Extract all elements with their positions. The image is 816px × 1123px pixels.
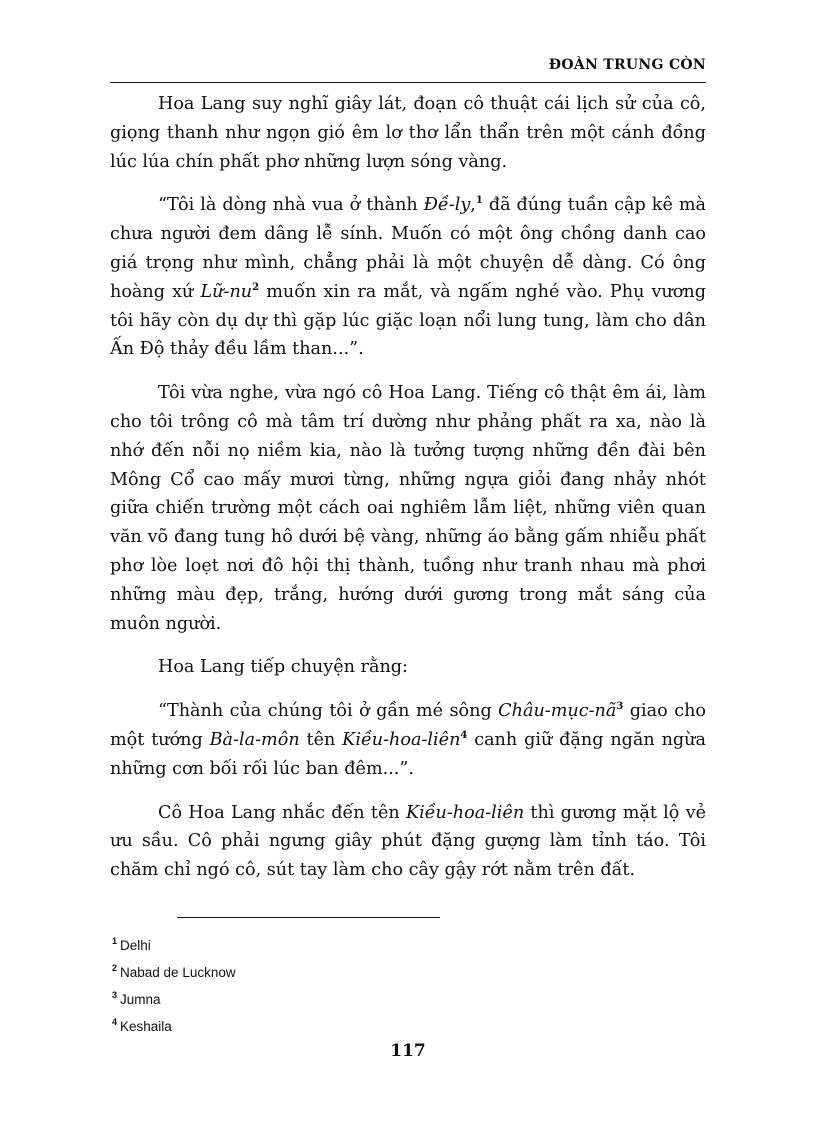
- paragraph: [110, 191, 706, 364]
- italic-term: Kiều-hoa-liên: [405, 802, 525, 823]
- italic-term: Đề-ly: [423, 195, 471, 216]
- text-run: thì gương mặt lộ vẻ ưu sầu. Cô phải ngưng giây phút đặng gượng làm tỉnh táo. Tôi chăm chỉ ngó cô, sút tay làm cho cây gậy rớt nằm trên đất.: [110, 802, 706, 881]
- text-run: giao cho một tướng: [110, 701, 706, 750]
- footnote-text: Delhi: [120, 938, 151, 953]
- footnote: [112, 1013, 712, 1040]
- text-run: Hoa Lang suy nghĩ giây lát, đoạn cô thuật cái lịch sử của cô, giọng thanh như ngọn gió êm lơ thơ lẩn thẩn trên một cánh đồng lúc lúa chín phất phơ những lượn sóng vàng.: [110, 94, 706, 172]
- footnote-ref: 2: [252, 281, 260, 293]
- text-run: Tôi vừa nghe, vừa ngó cô Hoa Lang. Tiếng cô thật êm ái, làm cho tôi trông cô mà tâm trí dường như phảng phất ra xa, nào là nhớ đến nỗi nọ niềm kia, nào là tưởng tượng những đền đài bên Mông Cổ cao mấy mươi từng, những ngựa giỏi đang nhảy nhót giữa chiến trường một cách oai nghiêm lẫm liệt, những viên quan văn võ đang tung hô dưới bệ vàng, những áo bằng gấm nhiễu phất phơ lòe loẹt nơi đô hội thị thành, tuồng như tranh nhau mà phơi những màu đẹp, trắng, hướng dưới gương trong mắt sáng của muôn người.: [110, 383, 706, 634]
- text-run: canh giữ đặng ngăn ngừa những cơn bối rối lúc ban đêm...”.: [110, 729, 706, 779]
- footnote: [112, 986, 712, 1013]
- paragraph: [110, 697, 706, 783]
- footnote-text: Nabad de Lucknow: [120, 965, 236, 980]
- italic-term: Bà-la-môn: [209, 729, 300, 750]
- paragraph: [110, 90, 706, 176]
- footnote: [112, 959, 712, 986]
- paragraph: [110, 653, 706, 682]
- text-run: tên: [299, 729, 343, 750]
- text-run: Cô Hoa Lang nhắc đến tên: [158, 802, 406, 823]
- italic-term: Lữ-nu: [200, 281, 253, 302]
- footnote-ref: 1: [475, 195, 483, 207]
- italic-term: Châu-mục-nã: [498, 701, 617, 722]
- page-number: 117: [390, 1041, 426, 1061]
- text-run: đã đúng tuần cập kê mà chưa người đem dâng lễ sính. Muốn có một ông chồng danh cao giá trọng như mình, chẳng phải là một chuyện dễ dàng. Có ông hoàng xứ: [110, 195, 707, 302]
- footnote-text: Jumna: [120, 992, 161, 1007]
- text-run: Hoa Lang tiếp chuyện rằng:: [158, 657, 408, 678]
- paragraph: [110, 379, 706, 638]
- footnote: [112, 932, 712, 959]
- text-run: ,: [470, 195, 476, 216]
- running-header: ĐOÀN TRUNG CÒN: [548, 57, 706, 73]
- footnote-divider: [177, 917, 440, 918]
- footnote-number: 3: [112, 990, 118, 1000]
- header-divider: [110, 82, 706, 83]
- footnotes: [112, 932, 712, 1040]
- text-run: “Tôi là dòng nhà vua ở thành: [158, 195, 424, 216]
- text-run: “Thành của chúng tôi ở gần mé sông: [158, 701, 499, 722]
- footnote-ref: 3: [616, 701, 624, 713]
- text-run: muốn xin ra mắt, và ngấm nghé vào. Phụ vương tôi hãy còn dụ dự thì gặp lúc giặc loạn nổi lung tung, làm cho dân Ấn Độ thảy đều lầm than...”.: [110, 281, 706, 360]
- footnote-ref: 4: [460, 729, 468, 741]
- paragraph: [110, 799, 706, 885]
- body-text: [110, 90, 706, 900]
- footnote-number: 1: [112, 936, 118, 946]
- footnote-text: Keshaila: [120, 1019, 172, 1034]
- footnote-number: 4: [112, 1017, 118, 1027]
- italic-term: Kiều-hoa-liên: [342, 729, 461, 750]
- footnote-number: 2: [112, 963, 118, 973]
